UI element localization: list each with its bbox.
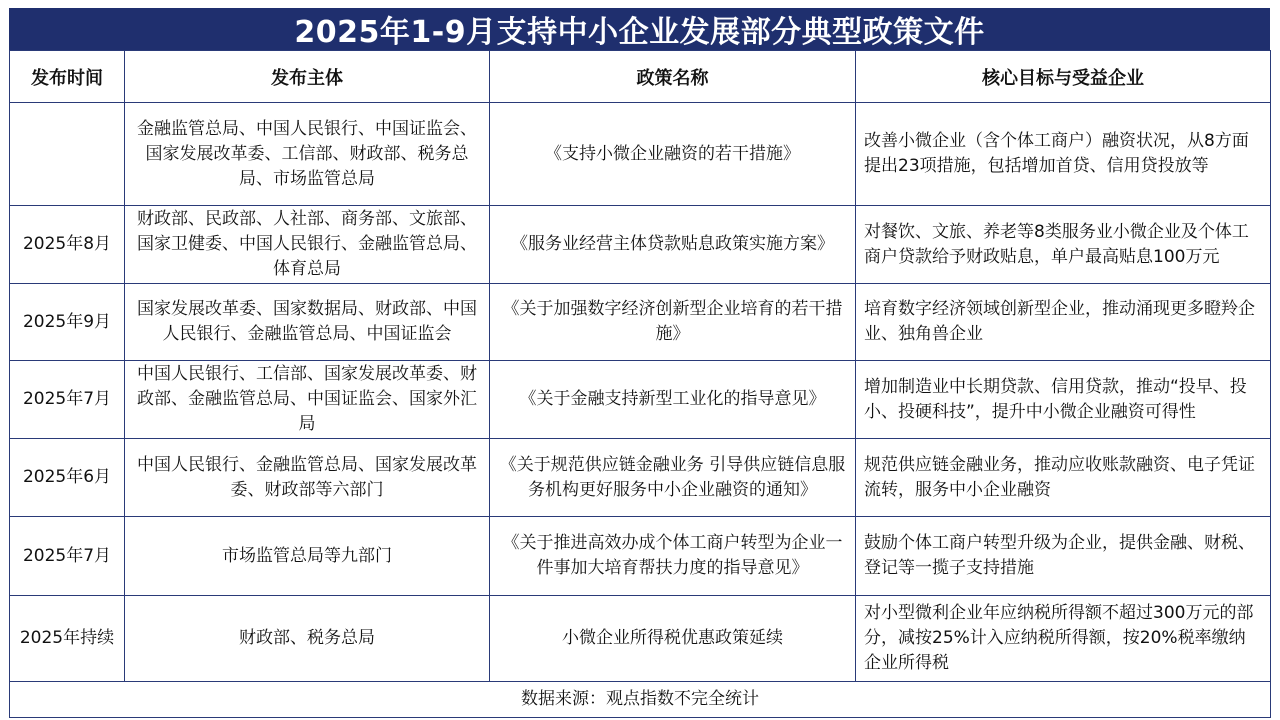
cell-goal: 对餐饮、文旅、养老等8类服务业小微企业及个体工商户贷款给予财政贴息，单户最高贴息100万元 <box>856 206 1271 284</box>
cell-time: 2025年8月 <box>10 206 125 284</box>
cell-issuer: 财政部、税务总局 <box>125 596 490 682</box>
table-row <box>10 517 1271 596</box>
cell-issuer: 市场监管总局等九部门 <box>125 517 490 596</box>
cell-time: 2025年9月 <box>10 284 125 361</box>
cell-goal: 规范供应链金融业务，推动应收账款融资、电子凭证流转，服务中小企业融资 <box>856 439 1271 517</box>
policy-document <box>9 8 1270 712</box>
cell-policy-name: 小微企业所得税优惠政策延续 <box>490 596 856 682</box>
cell-issuer: 金融监管总局、中国人民银行、中国证监会、国家发展改革委、工信部、财政部、税务总局、市场监管总局 <box>125 103 490 206</box>
cell-time: 2025年6月 <box>10 439 125 517</box>
cell-time <box>10 103 125 206</box>
cell-time: 2025年7月 <box>10 361 125 439</box>
cell-policy-name: 《支持小微企业融资的若干措施》 <box>490 103 856 206</box>
header-goal: 核心目标与受益企业 <box>856 51 1271 103</box>
cell-issuer: 中国人民银行、金融监管总局、国家发展改革委、财政部等六部门 <box>125 439 490 517</box>
cell-policy-name: 《关于规范供应链金融业务 引导供应链信息服务机构更好服务中小企业融资的通知》 <box>490 439 856 517</box>
table-row <box>10 596 1271 682</box>
table-header-row <box>10 51 1271 103</box>
cell-policy-name: 《关于金融支持新型工业化的指导意见》 <box>490 361 856 439</box>
cell-issuer: 财政部、民政部、人社部、商务部、文旅部、国家卫健委、中国人民银行、金融监管总局、体育总局 <box>125 206 490 284</box>
cell-policy-name: 《关于加强数字经济创新型企业培育的若干措施》 <box>490 284 856 361</box>
cell-policy-name: 《服务业经营主体贷款贴息政策实施方案》 <box>490 206 856 284</box>
cell-time: 2025年7月 <box>10 517 125 596</box>
cell-issuer: 中国人民银行、工信部、国家发展改革委、财政部、金融监管总局、中国证监会、国家外汇局 <box>125 361 490 439</box>
table-row <box>10 361 1271 439</box>
cell-policy-name: 《关于推进高效办成个体工商户转型为企业一件事加大培育帮扶力度的指导意见》 <box>490 517 856 596</box>
policy-table <box>9 50 1271 718</box>
header-issuer: 发布主体 <box>125 51 490 103</box>
cell-goal: 改善小微企业（含个体工商户）融资状况，从8方面提出23项措施，包括增加首贷、信用贷投放等 <box>856 103 1271 206</box>
cell-goal: 培育数字经济领域创新型企业，推动涌现更多瞪羚企业、独角兽企业 <box>856 284 1271 361</box>
cell-issuer: 国家发展改革委、国家数据局、财政部、中国人民银行、金融监管总局、中国证监会 <box>125 284 490 361</box>
header-policy-name: 政策名称 <box>490 51 856 103</box>
cell-goal: 增加制造业中长期贷款、信用贷款，推动“投早、投小、投硬科技”，提升中小微企业融资可得性 <box>856 361 1271 439</box>
cell-time: 2025年持续 <box>10 596 125 682</box>
table-row <box>10 206 1271 284</box>
document-title: 2025年1-9月支持中小企业发展部分典型政策文件 <box>9 8 1270 50</box>
cell-goal: 对小型微利企业年应纳税所得额不超过300万元的部分，减按25%计入应纳税所得额，按20%税率缴纳企业所得税 <box>856 596 1271 682</box>
cell-goal: 鼓励个体工商户转型升级为企业，提供金融、财税、登记等一揽子支持措施 <box>856 517 1271 596</box>
table-row <box>10 284 1271 361</box>
source-row <box>10 682 1271 718</box>
source-note: 数据来源：观点指数不完全统计 <box>10 682 1271 718</box>
header-time: 发布时间 <box>10 51 125 103</box>
table-row <box>10 439 1271 517</box>
table-row <box>10 103 1271 206</box>
